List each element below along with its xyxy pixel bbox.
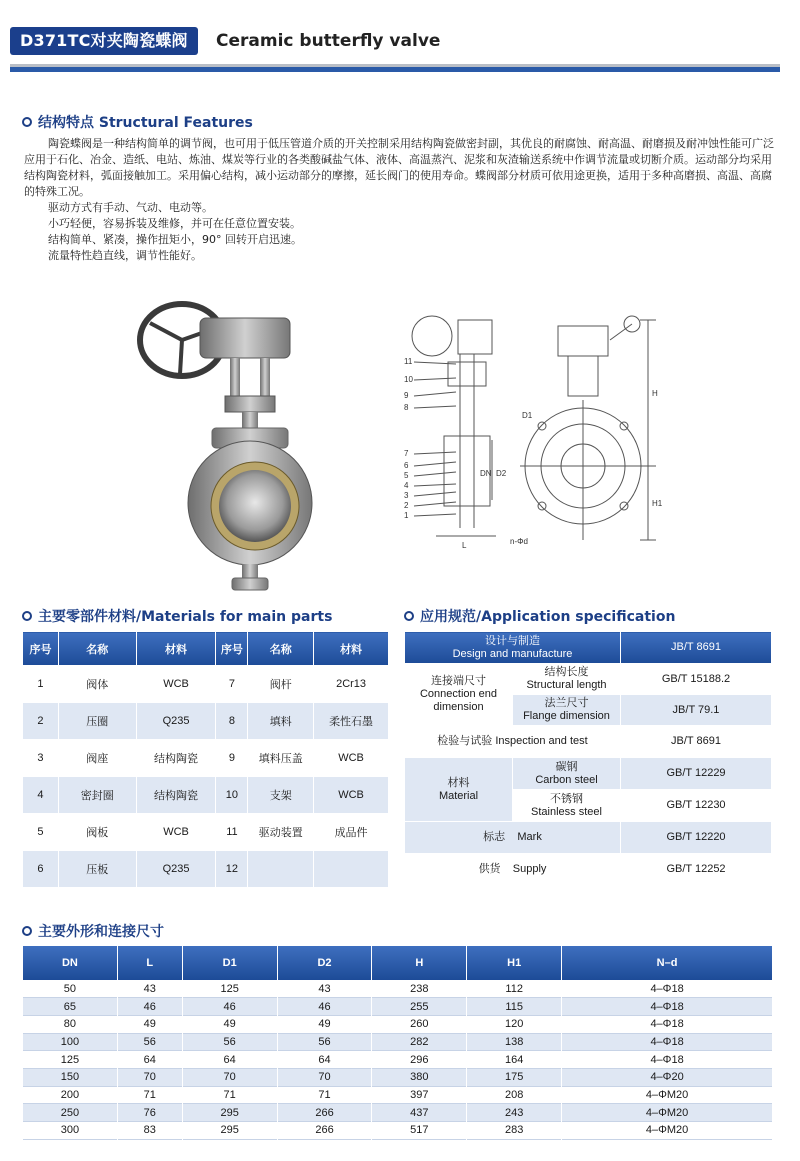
table-cell: 71 <box>277 1086 372 1104</box>
material-label-en: Material <box>438 789 479 802</box>
table-cell: 4–Φ18 <box>562 998 772 1016</box>
table-row <box>23 1104 773 1122</box>
table-cell: 6 <box>23 851 59 888</box>
column-header: H <box>372 946 467 980</box>
design-label <box>405 632 621 664</box>
table-cell: 255 <box>372 998 467 1016</box>
table-row <box>23 777 389 814</box>
table-cell: 49 <box>182 1015 277 1033</box>
table-cell: 2 <box>23 703 59 740</box>
technical-drawing <box>400 300 670 560</box>
table-cell: 43 <box>117 980 182 998</box>
column-header: 序号 <box>216 632 248 666</box>
dimensions-table <box>22 946 772 1140</box>
features-heading-text: 结构特点 Structural Features <box>38 115 253 131</box>
table-cell: 100 <box>23 1033 118 1051</box>
structural-length-label <box>513 664 621 695</box>
table-cell: 56 <box>117 1033 182 1051</box>
drawing-label: 8 <box>404 403 409 412</box>
table-cell: 56 <box>277 1033 372 1051</box>
table-cell: 成品件 <box>314 814 389 851</box>
bullet-ring-icon <box>404 611 414 621</box>
table-cell: 250 <box>23 1104 118 1122</box>
supply-value: GB/T 12252 <box>621 854 772 886</box>
stainless-steel-cn: 不锈钢 <box>550 792 583 805</box>
drawing-label: 1 <box>404 511 409 520</box>
drawing-dim: H <box>652 389 658 398</box>
drawing-label: 6 <box>404 461 409 470</box>
dimensions-heading-text: 主要外形和连接尺寸 <box>38 924 164 940</box>
drawing-label: 2 <box>404 501 409 510</box>
table-cell: 125 <box>23 1051 118 1069</box>
flange-dimension-cn: 法兰尺寸 <box>544 697 589 709</box>
column-header: D2 <box>277 946 372 980</box>
table-cell: 65 <box>23 998 118 1016</box>
column-header: H1 <box>467 946 562 980</box>
table-cell: 49 <box>117 1015 182 1033</box>
table-cell: 71 <box>182 1086 277 1104</box>
table-cell: 3 <box>23 740 59 777</box>
table-cell: WCB <box>136 814 216 851</box>
table-cell: 200 <box>23 1086 118 1104</box>
carbon-steel-cn: 碳钢 <box>555 760 578 773</box>
flange-dimension-en: Flange dimension <box>523 710 610 722</box>
table-cell: 150 <box>23 1068 118 1086</box>
table-cell: 12 <box>216 851 248 888</box>
materials-table <box>22 631 389 888</box>
table-cell: Q235 <box>136 703 216 740</box>
bullet-ring-icon <box>22 611 32 621</box>
table-cell: 83 <box>117 1122 182 1140</box>
connection-label <box>405 664 513 726</box>
drawing-label: 4 <box>404 481 409 490</box>
table-cell: 208 <box>467 1086 562 1104</box>
table-header-row <box>23 946 773 980</box>
product-title-cn: D371TC对夹陶瓷蝶阀 <box>10 27 198 55</box>
table-cell: 4–Φ18 <box>562 1033 772 1051</box>
product-title-en: Ceramic butterfly valve <box>216 31 441 51</box>
table-cell: 115 <box>467 998 562 1016</box>
column-header: 名称 <box>58 632 136 666</box>
table-row <box>405 758 772 790</box>
table-row <box>23 740 389 777</box>
table-cell <box>248 851 314 888</box>
table-cell: 5 <box>23 814 59 851</box>
inspection-label: 检验与试验 Inspection and test <box>405 726 621 758</box>
table-cell: Q235 <box>136 851 216 888</box>
drawing-label: 3 <box>404 491 409 500</box>
column-header: DN <box>23 946 118 980</box>
table-row <box>405 854 772 886</box>
carbon-steel-label <box>513 758 621 790</box>
table-cell: 296 <box>372 1051 467 1069</box>
features-body <box>24 136 776 264</box>
feature-line: 小巧轻便，容易拆装及维修，并可在任意位置安装。 <box>48 217 301 230</box>
table-cell: 阀座 <box>58 740 136 777</box>
table-cell: 驱动装置 <box>248 814 314 851</box>
column-header: N–d <box>562 946 772 980</box>
table-cell: 填料压盖 <box>248 740 314 777</box>
table-row <box>23 1122 773 1140</box>
structural-length-cn: 结构长度 <box>544 666 589 678</box>
connection-label-cn: 连接端尺寸 <box>431 675 486 687</box>
materials-heading-text: 主要零部件材料/Materials for main parts <box>38 609 333 625</box>
table-row <box>23 666 389 703</box>
table-cell: 71 <box>117 1086 182 1104</box>
table-cell: 64 <box>182 1051 277 1069</box>
table-cell: 282 <box>372 1033 467 1051</box>
table-cell: 260 <box>372 1015 467 1033</box>
feature-line: 流量特性趋直线，调节性能好。 <box>48 249 202 262</box>
table-cell: 397 <box>372 1086 467 1104</box>
table-row <box>405 822 772 854</box>
page-header <box>0 0 800 80</box>
table-cell: 1 <box>23 666 59 703</box>
table-cell: 138 <box>467 1033 562 1051</box>
stainless-steel-en: Stainless steel <box>531 805 602 818</box>
table-cell: 283 <box>467 1122 562 1140</box>
bullet-ring-icon <box>22 117 32 127</box>
application-heading <box>404 606 675 626</box>
table-cell: 密封圈 <box>58 777 136 814</box>
table-cell: 阀板 <box>58 814 136 851</box>
connection-label-en: Connection end <box>419 688 498 700</box>
material-label <box>405 758 513 822</box>
material-label-cn: 材料 <box>447 776 470 789</box>
table-cell: 80 <box>23 1015 118 1033</box>
table-row <box>23 814 389 851</box>
table-row <box>23 1051 773 1069</box>
drawing-dim: H1 <box>652 499 663 508</box>
table-row <box>405 726 772 758</box>
flange-dimension-label <box>513 695 621 726</box>
table-cell: 49 <box>277 1015 372 1033</box>
valve-photo <box>130 278 330 598</box>
table-cell: 压板 <box>58 851 136 888</box>
table-cell: 64 <box>117 1051 182 1069</box>
stainless-steel-value: GB/T 12230 <box>621 790 772 822</box>
table-row <box>23 998 773 1016</box>
stainless-steel-label <box>513 790 621 822</box>
table-cell: 柔性石墨 <box>314 703 389 740</box>
table-cell: 50 <box>23 980 118 998</box>
table-header-row <box>405 632 772 664</box>
table-cell: 70 <box>182 1068 277 1086</box>
table-row <box>23 1086 773 1104</box>
table-row <box>23 1033 773 1051</box>
table-cell: 压圈 <box>58 703 136 740</box>
table-cell: 10 <box>216 777 248 814</box>
table-cell: WCB <box>136 666 216 703</box>
flange-dimension-value: JB/T 79.1 <box>621 695 772 726</box>
column-header: 材料 <box>136 632 216 666</box>
structural-length-value: GB/T 15188.2 <box>621 664 772 695</box>
features-heading <box>22 112 253 132</box>
column-header: 材料 <box>314 632 389 666</box>
table-row <box>23 703 389 740</box>
drawing-label: 10 <box>404 375 413 384</box>
table-cell: 4–Φ18 <box>562 1015 772 1033</box>
table-cell: 56 <box>182 1033 277 1051</box>
table-cell: 11 <box>216 814 248 851</box>
table-cell: 填料 <box>248 703 314 740</box>
dimensions-heading <box>22 921 164 941</box>
table-row <box>23 980 773 998</box>
column-header: 名称 <box>248 632 314 666</box>
table-cell: 46 <box>182 998 277 1016</box>
table-row <box>23 1068 773 1086</box>
table-cell: 46 <box>277 998 372 1016</box>
drawing-label: 11 <box>404 357 413 366</box>
drawing-dim: D2 <box>496 469 507 478</box>
table-cell: 295 <box>182 1104 277 1122</box>
table-cell: 266 <box>277 1104 372 1122</box>
table-cell: 43 <box>277 980 372 998</box>
feature-line: 驱动方式有手动、气动、电动等。 <box>48 201 213 214</box>
column-header: L <box>117 946 182 980</box>
drawing-label: 9 <box>404 391 409 400</box>
table-row <box>405 664 772 695</box>
table-cell: 175 <box>467 1068 562 1086</box>
header-rule-blue <box>10 67 780 72</box>
table-cell: 4–Φ18 <box>562 1051 772 1069</box>
design-value: JB/T 8691 <box>621 632 772 664</box>
application-heading-text: 应用规范/Application specification <box>420 609 676 625</box>
table-cell: 238 <box>372 980 467 998</box>
table-cell: 2Cr13 <box>314 666 389 703</box>
carbon-steel-value: GB/T 12229 <box>621 758 772 790</box>
drawing-dim: D1 <box>522 411 533 420</box>
drawing-label: 5 <box>404 471 409 480</box>
table-cell: 阀杆 <box>248 666 314 703</box>
connection-label-en: dimension <box>433 701 484 713</box>
design-label-cn: 设计与制造 <box>485 634 540 647</box>
table-cell: 295 <box>182 1122 277 1140</box>
table-cell: WCB <box>314 740 389 777</box>
table-cell: 112 <box>467 980 562 998</box>
mark-label: 标志 Mark <box>405 822 621 854</box>
table-header-row <box>23 632 389 666</box>
column-header: D1 <box>182 946 277 980</box>
table-cell: 125 <box>182 980 277 998</box>
table-cell: 300 <box>23 1122 118 1140</box>
table-cell: 266 <box>277 1122 372 1140</box>
bullet-ring-icon <box>22 926 32 936</box>
table-cell: 结构陶瓷 <box>136 740 216 777</box>
drawing-dim: L <box>462 541 467 550</box>
table-cell: 76 <box>117 1104 182 1122</box>
table-cell: 4 <box>23 777 59 814</box>
table-cell: 70 <box>277 1068 372 1086</box>
table-cell: 9 <box>216 740 248 777</box>
table-row <box>23 1015 773 1033</box>
table-cell: 4–Φ18 <box>562 980 772 998</box>
table-cell: 4–ΦM20 <box>562 1122 772 1140</box>
table-cell: 支架 <box>248 777 314 814</box>
features-paragraph: 陶瓷蝶阀是一种结构简单的调节阀，也可用于低压管道介质的开关控制采用结构陶瓷做密封副，其优良的耐腐蚀、耐高温、耐磨损及耐冲蚀性能可广泛应用于石化、冶金、造纸、电站、炼油、煤炭等行业的各类酸碱盐气体、液体、高温蒸汽、泥浆和灰渣输送系统中作调节流量或切断介质。运动部分均采用结构陶瓷材料，弧面接触加工。采用偏心结构，减小运动部分的摩擦，延长阀门的使用寿命。蝶阀部分材质可依用途更换，适用于多种高磨损、高温、高腐的特殊工况。 <box>24 137 774 198</box>
table-cell: 4–ΦM20 <box>562 1086 772 1104</box>
table-cell: 结构陶瓷 <box>136 777 216 814</box>
table-cell: 517 <box>372 1122 467 1140</box>
table-cell: 阀体 <box>58 666 136 703</box>
application-table <box>404 631 772 886</box>
table-cell: 8 <box>216 703 248 740</box>
supply-label: 供货 Supply <box>405 854 621 886</box>
carbon-steel-en: Carbon steel <box>535 773 598 786</box>
table-cell: 7 <box>216 666 248 703</box>
table-cell: 164 <box>467 1051 562 1069</box>
table-cell: 64 <box>277 1051 372 1069</box>
materials-heading <box>22 606 332 626</box>
drawing-dim: n-Φd <box>510 537 528 546</box>
mark-value: GB/T 12220 <box>621 822 772 854</box>
table-cell: 4–ΦM20 <box>562 1104 772 1122</box>
table-cell: 120 <box>467 1015 562 1033</box>
drawing-label: 7 <box>404 449 409 458</box>
table-row <box>23 851 389 888</box>
structural-length-en: Structural length <box>526 679 607 691</box>
table-cell: 243 <box>467 1104 562 1122</box>
table-cell: 437 <box>372 1104 467 1122</box>
drawing-dim: DN <box>480 469 492 478</box>
design-label-en: Design and manufacture <box>452 647 573 660</box>
inspection-value: JB/T 8691 <box>621 726 772 758</box>
column-header: 序号 <box>23 632 59 666</box>
table-cell: 46 <box>117 998 182 1016</box>
table-cell <box>314 851 389 888</box>
table-cell: 380 <box>372 1068 467 1086</box>
feature-line: 结构简单、紧凑，操作扭矩小，90° 回转开启迅速。 <box>48 233 302 246</box>
table-cell: 70 <box>117 1068 182 1086</box>
table-cell: 4–Φ20 <box>562 1068 772 1086</box>
table-cell: WCB <box>314 777 389 814</box>
